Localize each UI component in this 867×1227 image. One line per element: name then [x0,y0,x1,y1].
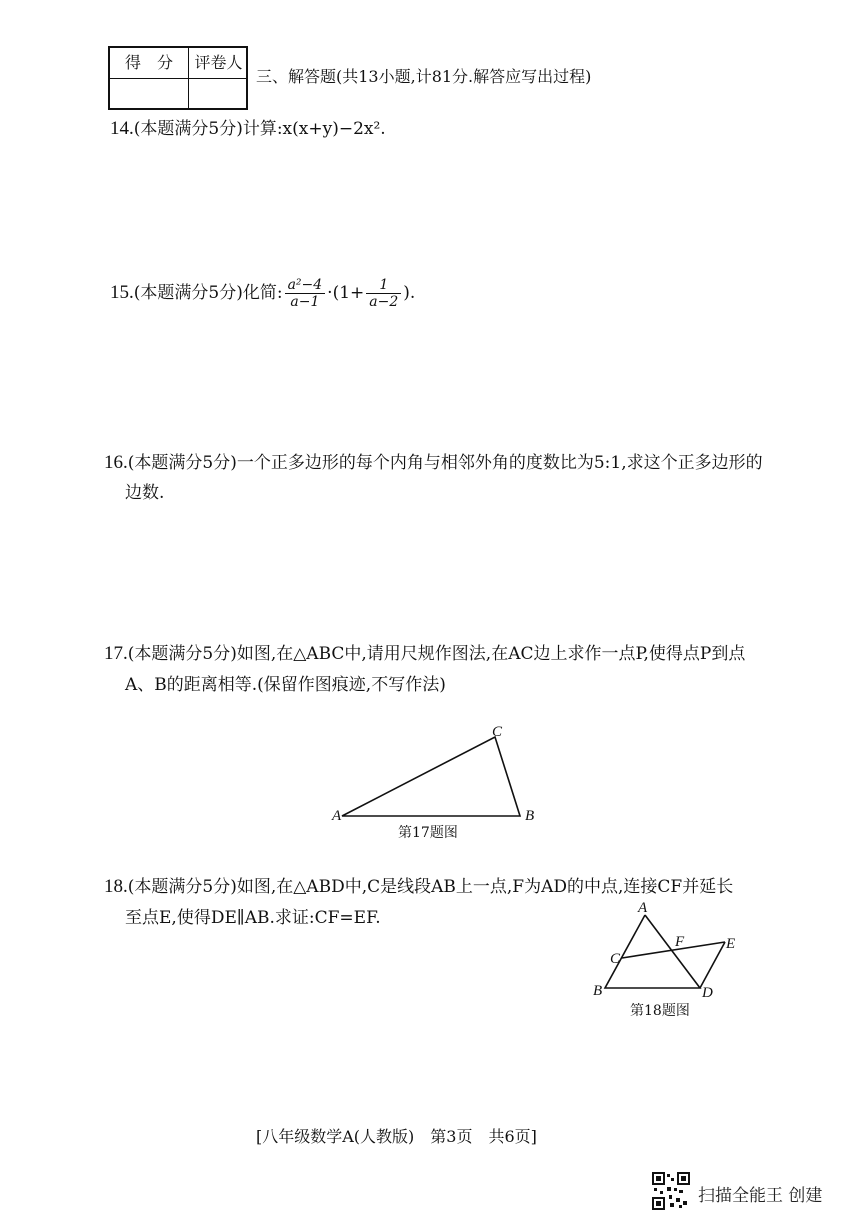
watermark-text: 扫描全能王 创建 [698,1186,823,1206]
label-b: B [525,808,535,824]
label-c: C [610,951,621,967]
label-d: D [702,985,713,1001]
label-a: A [332,808,342,824]
label-c: C [492,724,503,740]
question-prefix: (本题满分5分)化简: [133,283,283,303]
label-b: B [593,983,603,999]
question-18-line-1 [104,876,733,898]
label-f: F [675,934,685,950]
grader-label: 评卷人 [194,53,243,72]
score-table [108,46,248,110]
question-18-line-2: 至点E,使得DE∥AB.求证:CF=EF. [125,908,381,928]
section-title: 三、解答题(共13小题,计81分.解答应写出过程) [256,67,592,86]
question-text: (本题满分5分)一个正多边形的每个内角与相邻外角的度数比为5:1,求这个正多边形的 [127,453,763,473]
question-text: (本题满分5分)如图,在△ABC中,请用尺规作图法,在AC边上求作一点P,使得点P到点 [127,644,746,664]
figure-18-caption: 第18题图 [630,1003,690,1019]
label-a: A [638,900,648,916]
qr-code-icon [652,1172,690,1210]
fraction-2-denominator: a−2 [369,294,399,310]
fraction-1-denominator: a−1 [290,294,320,310]
question-17-line-2: A、B的距离相等.(保留作图痕迹,不写作法) [125,675,446,695]
question-number: 15. [110,282,134,303]
triangle-abc [342,737,520,816]
fraction-2-numerator: 1 [366,277,401,294]
question-mid: ·(1+ [327,283,365,303]
fraction-2 [366,277,401,310]
question-text: (本题满分5分)计算:x(x+y)−2x². [133,119,386,139]
question-text: (本题满分5分)如图,在△ABD中,C是线段AB上一点,F为AD的中点,连接CF并延长 [127,877,734,897]
label-e: E [726,936,736,952]
question-14 [110,118,386,140]
question-number: 16. [104,452,128,473]
question-16-line-2: 边数. [125,483,165,503]
fraction-1 [285,277,326,310]
question-15 [110,273,415,313]
score-label: 得 分 [124,53,173,72]
fraction-1-numerator: a²−4 [285,277,326,294]
page-footer: [八年级数学A(人教版) 第3页 共6页] [256,1127,537,1146]
question-16-line-1 [104,452,763,474]
question-17-line-1 [104,643,745,665]
question-suffix: ). [403,283,416,303]
segment-ce [622,942,725,958]
question-number: 17. [104,643,128,664]
segment-de [700,942,725,988]
question-number: 18. [104,876,128,897]
figure-17-caption: 第17题图 [398,825,458,841]
question-number: 14. [110,118,134,139]
